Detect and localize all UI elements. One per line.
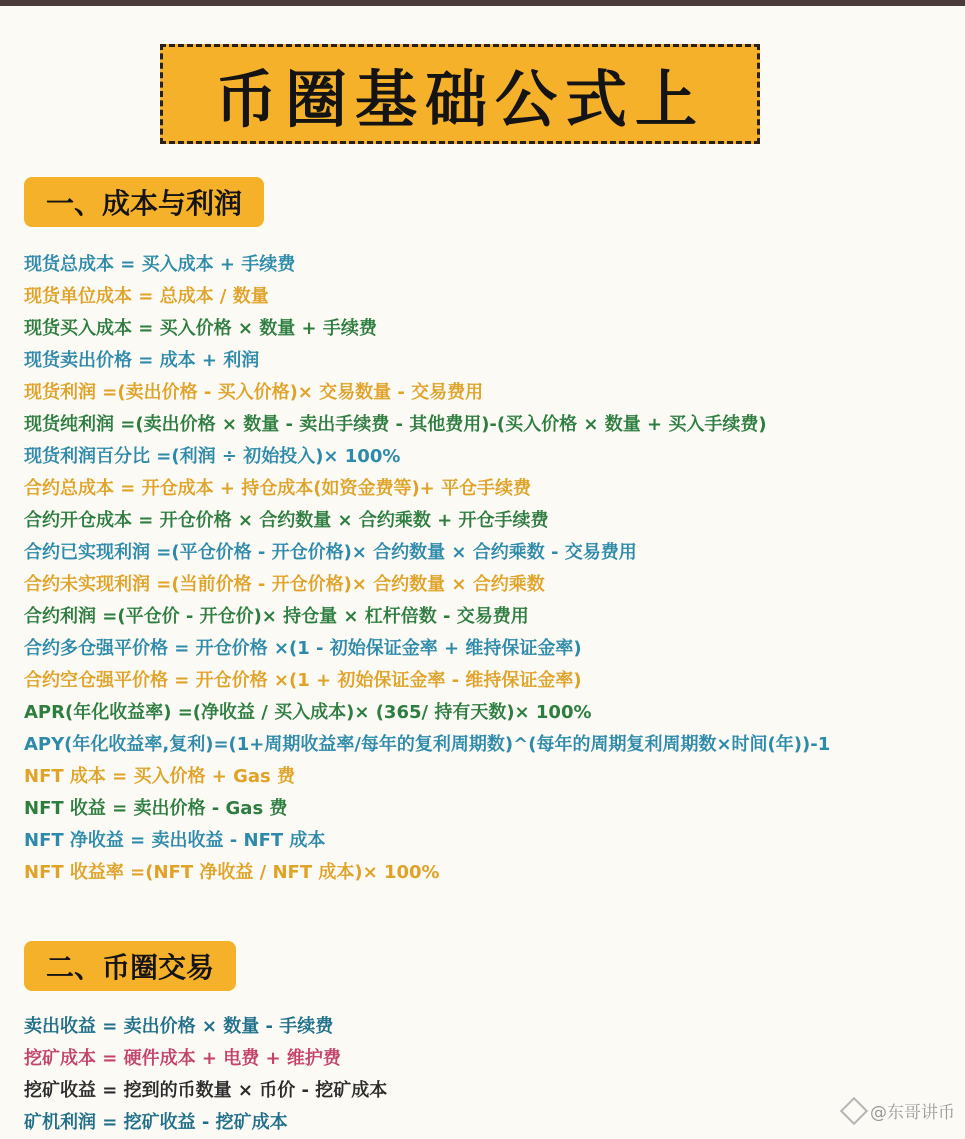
formula-line: 现货总成本 = 买入成本 + 手续费 <box>24 254 296 275</box>
page-title: 币圈基础公式上 <box>214 62 705 136</box>
formula-line: 现货卖出价格 = 成本 + 利润 <box>24 350 260 371</box>
formula-line: 合约利润 =(平仓价 - 开仓价)× 持仓量 × 杠杆倍数 - 交易费用 <box>24 606 529 627</box>
section-heading-trading: 二、币圈交易 <box>24 941 236 991</box>
watermark <box>844 1098 955 1123</box>
formula-line: 合约未实现利润 =(当前价格 - 开仓价格)× 合约数量 × 合约乘数 <box>24 574 545 595</box>
formula-line: 现货买入成本 = 买入价格 × 数量 + 手续费 <box>24 318 377 339</box>
watermark-logo-icon <box>840 1096 868 1124</box>
formula-line: 现货纯利润 =(卖出价格 × 数量 - 卖出手续费 - 其他费用)-(买入价格 × 数量 + 买入手续费) <box>24 414 767 435</box>
formula-line: 现货单位成本 = 总成本 / 数量 <box>24 286 269 307</box>
formula-line: NFT 收益 = 卖出价格 - Gas 费 <box>24 798 288 819</box>
formula-line: 挖矿成本 = 硬件成本 + 电费 + 维护费 <box>24 1048 341 1069</box>
formula-list-trading <box>24 1011 949 1139</box>
section-heading-cost-profit: 一、成本与利润 <box>24 177 264 227</box>
formula-line: 合约总成本 = 开仓成本 + 持仓成本(如资金费等)+ 平仓手续费 <box>24 478 532 499</box>
watermark-text: @东哥讲币 <box>870 1103 955 1123</box>
formula-line: APR(年化收益率) =(净收益 / 买入成本)× (365/ 持有天数)× 100% <box>24 702 592 723</box>
top-border <box>0 0 965 6</box>
formula-line: 现货利润 =(卖出价格 - 买入价格)× 交易数量 - 交易费用 <box>24 382 484 403</box>
formula-list-cost-profit <box>24 249 949 889</box>
formula-line: 合约开仓成本 = 开仓价格 × 合约数量 × 合约乘数 + 开仓手续费 <box>24 510 549 531</box>
formula-line: 合约多仓强平价格 = 开仓价格 ×(1 - 初始保证金率 + 维持保证金率) <box>24 638 582 659</box>
title-banner <box>160 44 760 144</box>
formula-line: 现货利润百分比 =(利润 ÷ 初始投入)× 100% <box>24 446 401 467</box>
formula-line: 卖出收益 = 卖出价格 × 数量 - 手续费 <box>24 1016 334 1037</box>
formula-line: 合约已实现利润 =(平仓价格 - 开仓价格)× 合约数量 × 合约乘数 - 交易费用 <box>24 542 637 563</box>
formula-line: 挖矿收益 = 挖到的币数量 × 币价 - 挖矿成本 <box>24 1080 388 1101</box>
formula-line: NFT 收益率 =(NFT 净收益 / NFT 成本)× 100% <box>24 862 440 883</box>
formula-line: 合约空仓强平价格 = 开仓价格 ×(1 + 初始保证金率 - 维持保证金率) <box>24 670 582 691</box>
formula-line: APY(年化收益率,复利)=(1+周期收益率/每年的复利周期数)^(每年的周期复利周期数×时间(年))-1 <box>24 734 831 755</box>
formula-line: NFT 成本 = 买入价格 + Gas 费 <box>24 766 296 787</box>
formula-line: NFT 净收益 = 卖出收益 - NFT 成本 <box>24 830 326 851</box>
formula-line: 矿机利润 = 挖矿收益 - 挖矿成本 <box>24 1112 288 1133</box>
